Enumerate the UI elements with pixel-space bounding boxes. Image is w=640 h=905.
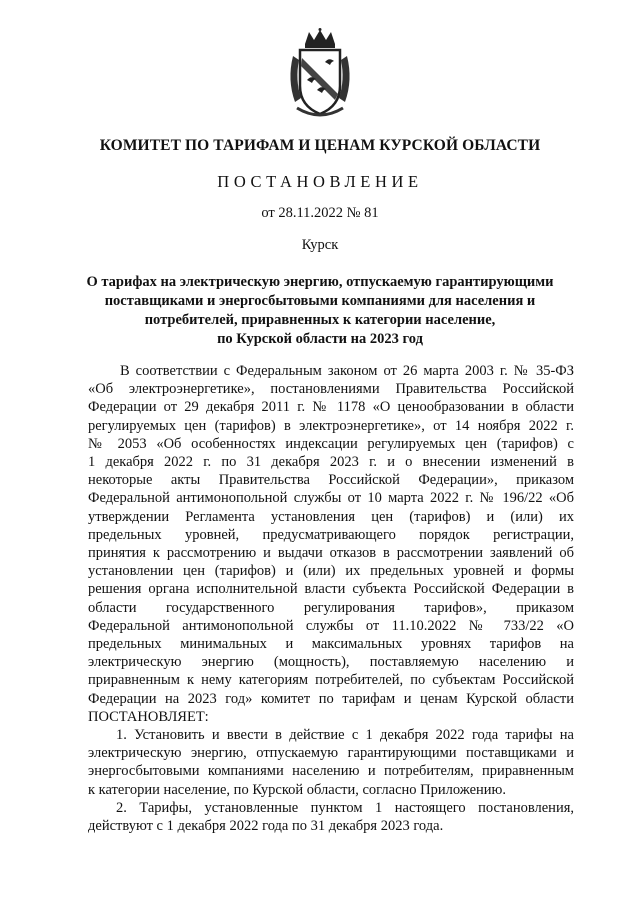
coat-of-arms-icon bbox=[283, 28, 357, 122]
body-line: 1 декабря 2022 г. по 31 декабря 2023 г. и о внесении изменений в bbox=[88, 454, 574, 471]
document-title bbox=[60, 273, 580, 349]
body-line: установлении цен (тарифов) и (или) их предельных уровней и формы bbox=[88, 563, 574, 580]
body-line: электрическую энергию, отпускаемую гарантирующими поставщиками и bbox=[88, 745, 574, 762]
organization-name: КОМИТЕТ ПО ТАРИФАМ И ЦЕНАМ КУРСКОЙ ОБЛАСТИ bbox=[99, 137, 541, 154]
body-line: к категории население, по Курской области, согласно Приложению. bbox=[88, 781, 506, 798]
body-line: предельных минимальных и максимальных уровнях тарифов на bbox=[88, 636, 574, 653]
body-line: 2. Тарифы, установленные пунктом 1 настоящего постановления, bbox=[116, 799, 574, 816]
body-line: Федеральной антимонопольной службы от 11.10.2022 № 733/22 «О bbox=[88, 617, 574, 634]
body-line: ПОСТАНОВЛЯЕТ: bbox=[88, 708, 209, 725]
body-line: действуют с 1 декабря 2022 года по 31 декабря 2023 года. bbox=[88, 818, 444, 835]
title-line: по Курской области на 2023 год bbox=[217, 331, 423, 347]
preamble-paragraph bbox=[88, 362, 574, 726]
body-line: некоторые акты Правительства Российской Федерации», приказом bbox=[88, 472, 574, 489]
body-line: области государственного регулирования тарифов», приказом bbox=[88, 599, 574, 616]
item-2-paragraph bbox=[88, 799, 574, 835]
body-line: Федерации на 2023 год» комитет по тарифам и ценам Курской области bbox=[88, 690, 574, 707]
body-line: утверждении Регламента установления цен (тарифов) и (или) их bbox=[88, 508, 574, 525]
body-line: решения органа исполнительной власти субъекта Российской Федерации в bbox=[88, 581, 574, 598]
body-line: «Об электроэнергетике», постановлениями Правительства Российской bbox=[88, 381, 574, 398]
body-line: электрическую энергию (мощность), поставляемую населению и bbox=[88, 654, 574, 671]
document-body bbox=[88, 362, 574, 835]
document-type: ПОСТАНОВЛЕНИЕ bbox=[217, 172, 423, 191]
body-line: энергосбытовыми компаниями населению и потребителям, приравненным bbox=[88, 763, 574, 780]
body-line: 1. Установить и ввести в действие с 1 декабря 2022 года тарифы на bbox=[116, 727, 574, 744]
document-city: Курск bbox=[301, 237, 339, 253]
body-line: регулируемых цен (тарифов) в электроэнергетике», от 14 ноября 2022 г. bbox=[88, 417, 574, 434]
body-line: № 2053 «Об особенностях индексации регулируемых цен (тарифов) с bbox=[88, 435, 574, 452]
body-line: Федеральной антимонопольной службы от 10 марта 2022 г. № 196/22 «Об bbox=[88, 490, 574, 507]
item-1-paragraph bbox=[88, 726, 574, 799]
body-line: Федерации от 29 декабря 2011 г. № 1178 «О ценообразовании в области bbox=[88, 399, 574, 416]
title-line: поставщиками и энергосбытовыми компаниями для населения и bbox=[104, 293, 536, 309]
body-line: принятия к рассмотрению и выдачи отказов в рассмотрении заявлений об bbox=[88, 545, 574, 562]
body-line: приравненным к нему категориям потребителей, по субъектам Российской bbox=[88, 672, 574, 689]
document-date-number: от 28.11.2022 № 81 bbox=[261, 205, 379, 221]
body-line: предельных уровней, предусматривающего порядок регистрации, bbox=[88, 526, 574, 543]
title-line: О тарифах на электрическую энергию, отпускаемую гарантирующими bbox=[86, 274, 554, 290]
body-line: В соответствии с Федеральным законом от 26 марта 2003 г. № 35-ФЗ bbox=[120, 363, 574, 379]
title-line: потребителей, приравненных к категории население, bbox=[144, 312, 496, 328]
